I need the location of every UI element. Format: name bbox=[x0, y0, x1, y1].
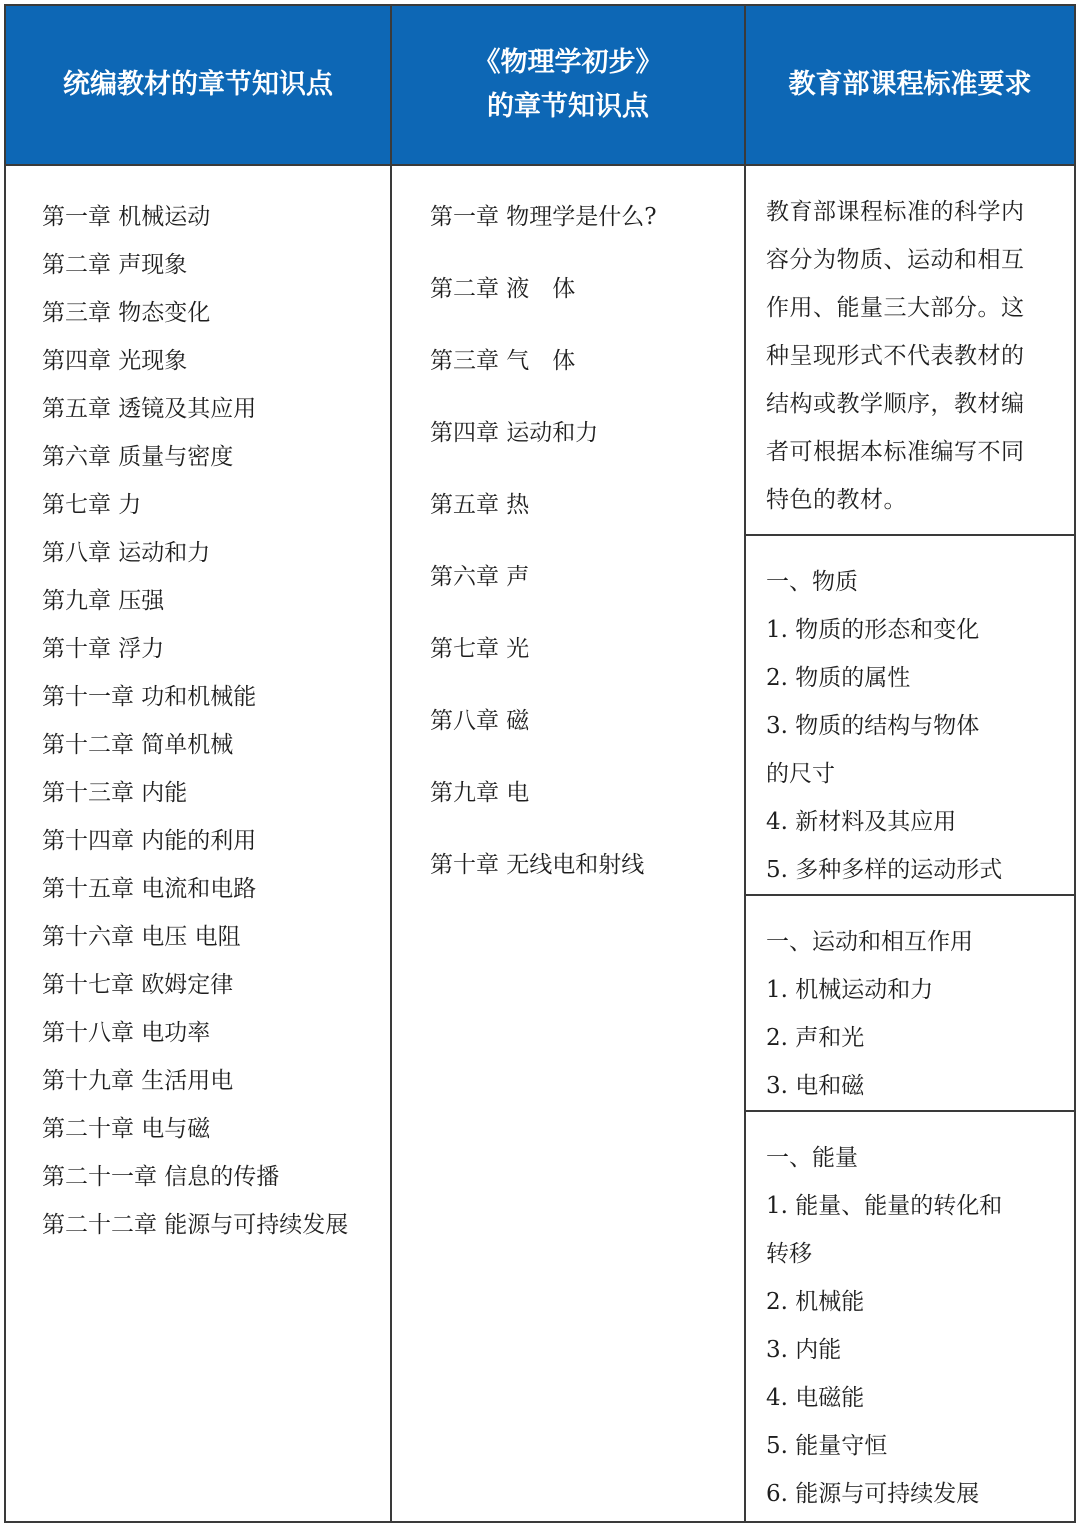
chapter-item: 第九章 压强 bbox=[42, 588, 165, 614]
chapter-item: 第八章 运动和力 bbox=[42, 540, 211, 566]
chapter-item: 第四章 运动和力 bbox=[430, 420, 599, 446]
chapter-item: 第十四章 内能的利用 bbox=[42, 828, 257, 854]
chapter-item: 第十章 浮力 bbox=[42, 636, 165, 662]
chapter-item: 第十六章 电压 电阻 bbox=[42, 924, 241, 950]
standard-intro-line: 作用、能量三大部分。这 bbox=[766, 295, 1025, 321]
chapter-item: 第九章 电 bbox=[430, 780, 530, 806]
standard-item: 3. 物质的结构与物体 bbox=[766, 713, 980, 739]
standard-matter-section bbox=[746, 536, 1074, 896]
chapter-item: 第三章 气 体 bbox=[430, 348, 576, 374]
chapter-item: 第二章 声现象 bbox=[42, 252, 188, 278]
standard-intro-section bbox=[746, 166, 1074, 536]
standard-item: 1. 物质的形态和变化 bbox=[766, 617, 980, 643]
standard-item: 一、物质 bbox=[766, 569, 858, 595]
column-header-textbook bbox=[6, 6, 390, 166]
chapter-item: 第一章 机械运动 bbox=[42, 204, 211, 230]
chapter-item: 第十九章 生活用电 bbox=[42, 1068, 234, 1094]
standard-item: 2. 物质的属性 bbox=[766, 665, 911, 691]
standard-intro-line: 教育部课程标准的科学内 bbox=[766, 199, 1025, 225]
chapter-item: 第十二章 简单机械 bbox=[42, 732, 234, 758]
chapter-item: 第二十一章 信息的传播 bbox=[42, 1164, 280, 1190]
standard-item: 3. 电和磁 bbox=[766, 1073, 865, 1099]
standard-item: 一、运动和相互作用 bbox=[766, 929, 973, 955]
chapter-item: 第十一章 功和机械能 bbox=[42, 684, 257, 710]
standard-intro-line: 种呈现形式不代表教材的 bbox=[766, 343, 1025, 369]
standard-item: 4. 电磁能 bbox=[766, 1385, 865, 1411]
column-header-physics-basics bbox=[392, 6, 744, 166]
chapter-item: 第七章 光 bbox=[430, 636, 530, 662]
chapter-item: 第十七章 欧姆定律 bbox=[42, 972, 234, 998]
chapter-item: 第二十章 电与磁 bbox=[42, 1116, 211, 1142]
header-text: 统编教材的章节知识点 bbox=[63, 69, 333, 100]
chapter-item: 第七章 力 bbox=[42, 492, 142, 518]
standard-item: 4. 新材料及其应用 bbox=[766, 809, 957, 835]
chapter-item: 第十八章 电功率 bbox=[42, 1020, 211, 1046]
standard-item: 6. 能源与可持续发展 bbox=[766, 1481, 980, 1507]
column-textbook bbox=[6, 6, 392, 1521]
standard-item: 的尺寸 bbox=[766, 761, 835, 787]
chapter-item: 第八章 磁 bbox=[430, 708, 530, 734]
standard-item: 转移 bbox=[766, 1241, 812, 1267]
column-standard bbox=[746, 6, 1074, 1521]
chapter-item: 第二十二章 能源与可持续发展 bbox=[42, 1212, 349, 1238]
chapter-list-textbook bbox=[6, 166, 390, 1249]
standard-intro-line: 者可根据本标准编写不同 bbox=[766, 439, 1025, 465]
standard-motion-section bbox=[746, 896, 1074, 1112]
standard-item: 5. 能量守恒 bbox=[766, 1433, 888, 1459]
standard-item: 3. 内能 bbox=[766, 1337, 842, 1363]
chapter-item: 第二章 液 体 bbox=[430, 276, 576, 302]
chapter-item: 第十三章 内能 bbox=[42, 780, 188, 806]
header-text: 教育部课程标准要求 bbox=[788, 69, 1032, 100]
chapter-item: 第十章 无线电和射线 bbox=[430, 852, 645, 878]
standard-item: 一、能量 bbox=[766, 1145, 858, 1171]
header-text-line2: 的章节知识点 bbox=[487, 91, 649, 122]
chapter-item: 第五章 热 bbox=[430, 492, 530, 518]
standard-intro-line: 容分为物质、运动和相互 bbox=[766, 247, 1025, 273]
column-body-textbook bbox=[6, 166, 390, 1521]
chapter-item: 第五章 透镜及其应用 bbox=[42, 396, 257, 422]
standard-item: 5. 多种多样的运动形式 bbox=[766, 857, 1003, 883]
chapter-item: 第一章 物理学是什么? bbox=[430, 204, 657, 230]
standard-item: 1. 能量、能量的转化和 bbox=[766, 1193, 1003, 1219]
chapter-item: 第三章 物态变化 bbox=[42, 300, 211, 326]
chapter-item: 第十五章 电流和电路 bbox=[42, 876, 257, 902]
standard-energy-section bbox=[746, 1112, 1074, 1521]
column-body-standard bbox=[746, 166, 1074, 1521]
standard-intro-line: 结构或教学顺序，教材编 bbox=[766, 391, 1025, 417]
standard-intro-line: 特色的教材。 bbox=[766, 487, 907, 513]
column-physics-basics bbox=[392, 6, 746, 1521]
standard-item: 2. 声和光 bbox=[766, 1025, 865, 1051]
comparison-table bbox=[4, 4, 1076, 1523]
column-header-standard bbox=[746, 6, 1074, 166]
header-text-line1: 《物理学初步》 bbox=[473, 47, 663, 78]
column-body-physics-basics bbox=[392, 166, 744, 1521]
chapter-item: 第六章 声 bbox=[430, 564, 530, 590]
standard-item: 2. 机械能 bbox=[766, 1289, 865, 1315]
standard-item: 1. 机械运动和力 bbox=[766, 977, 934, 1003]
chapter-item: 第六章 质量与密度 bbox=[42, 444, 234, 470]
chapter-list-physics-basics bbox=[392, 166, 744, 913]
chapter-item: 第四章 光现象 bbox=[42, 348, 188, 374]
